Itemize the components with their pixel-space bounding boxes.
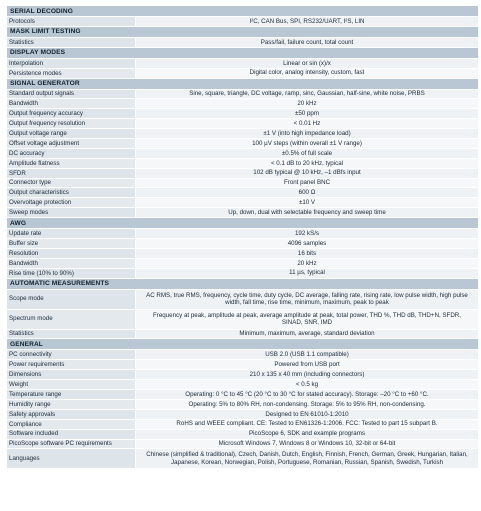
spec-value: Operating: 0 °C to 45 °C (20 °C to 30 °C for stated accuracy). Storage: –20 °C to +60 °C. bbox=[136, 390, 478, 399]
spec-label: Overvoltage protection bbox=[7, 198, 136, 207]
spec-label: Output voltage range bbox=[7, 129, 136, 138]
spec-label: Rise time (10% to 90%) bbox=[7, 269, 136, 278]
spec-label: Interpolation bbox=[7, 59, 136, 68]
spec-value: 4096 samples bbox=[136, 239, 478, 248]
spec-row bbox=[7, 420, 478, 430]
spec-label: Resolution bbox=[7, 249, 136, 258]
spec-row bbox=[7, 330, 478, 340]
spec-label: Output characteristics bbox=[7, 188, 136, 197]
section-header: AUTOMATIC MEASUREMENTS bbox=[7, 279, 478, 290]
spec-label: Persistence modes bbox=[7, 69, 136, 78]
section-header: AWG bbox=[7, 218, 478, 229]
spec-value: 192 kS/s bbox=[136, 229, 478, 238]
spec-label: Dimensions bbox=[7, 370, 136, 379]
spec-value: Pass/fail, failure count, total count bbox=[136, 38, 478, 47]
spec-value: < 0.5 kg bbox=[136, 380, 478, 389]
spec-value: PicoScope 6, SDK and example programs bbox=[136, 430, 478, 439]
spec-value: I²C, CAN Bus, SPI, RS232/UART, I²S, LIN bbox=[136, 17, 478, 26]
spec-label: Connector type bbox=[7, 179, 136, 188]
spec-label: PicoScope software PC requirements bbox=[7, 440, 136, 449]
spec-label: DC accuracy bbox=[7, 149, 136, 158]
spec-label: Output frequency accuracy bbox=[7, 109, 136, 118]
spec-label: Software included bbox=[7, 430, 136, 439]
spec-value: Front panel BNC bbox=[136, 179, 478, 188]
spec-label: Output frequency resolution bbox=[7, 119, 136, 128]
spec-value: Designed to EN 61010-1:2010 bbox=[136, 410, 478, 419]
spec-value: 100 µV steps (within overall ±1 V range) bbox=[136, 139, 478, 148]
spec-label: Safety approvals bbox=[7, 410, 136, 419]
spec-label: Bandwidth bbox=[7, 99, 136, 108]
spec-value: Microsoft Windows 7, Windows 8 or Windows 10, 32-bit or 64-bit bbox=[136, 440, 478, 449]
spec-value: 20 kHz bbox=[136, 99, 478, 108]
section-header: MASK LIMIT TESTING bbox=[7, 27, 478, 38]
spec-value: < 0.1 dB to 20 kHz, typical bbox=[136, 159, 478, 168]
spec-value: Chinese (simplified & traditional), Czech, Danish, Dutch, English, Finnish, French, German, Greek, Hungarian, Italian, Japanese, Korean, Norwegian, Polish, Portuguese, Romanian, Russian, Spanish, Swedish, Turkish bbox=[136, 449, 478, 468]
spec-row bbox=[7, 269, 478, 279]
spec-row bbox=[7, 169, 478, 179]
spec-value: < 0.01 Hz bbox=[136, 119, 478, 128]
spec-row bbox=[7, 109, 478, 119]
spec-label: Statistics bbox=[7, 38, 136, 47]
section-header: GENERAL bbox=[7, 339, 478, 350]
section-header: SERIAL DECODING bbox=[7, 6, 478, 17]
spec-row bbox=[7, 129, 478, 139]
spec-value: Powered from USB port bbox=[136, 360, 478, 369]
spec-row bbox=[7, 179, 478, 189]
spec-row bbox=[7, 188, 478, 198]
spec-row bbox=[7, 249, 478, 259]
spec-label: Buffer size bbox=[7, 239, 136, 248]
spec-value: Frequency at peak, amplitude at peak, average amplitude at peak, total power, THD %, THD dB, THD+N, SFDR, SINAD, SNR, IMD bbox=[136, 310, 478, 329]
spec-row bbox=[7, 159, 478, 169]
spec-label: Temperature range bbox=[7, 390, 136, 399]
spec-row bbox=[7, 59, 478, 69]
spec-value: ±1 V (into high impedance load) bbox=[136, 129, 478, 138]
spec-label: Spectrum mode bbox=[7, 310, 136, 329]
spec-row bbox=[7, 38, 478, 48]
spec-value: RoHS and WEEE compliant. CE: Tested to EN61326-1:2006. FCC: Tested to part 15 subpart B. bbox=[136, 420, 478, 429]
spec-row bbox=[7, 350, 478, 360]
spec-value: USB 2.0 (USB 1.1 compatible) bbox=[136, 350, 478, 359]
spec-label: Compliance bbox=[7, 420, 136, 429]
spec-label: Offset voltage adjustment bbox=[7, 139, 136, 148]
spec-label: Power requirements bbox=[7, 360, 136, 369]
spec-value: Digital color, analog intensity, custom, fast bbox=[136, 69, 478, 78]
spec-value: ±10 V bbox=[136, 198, 478, 207]
spec-row bbox=[7, 360, 478, 370]
spec-row bbox=[7, 310, 478, 330]
spec-row bbox=[7, 17, 478, 27]
spec-label: Sweep modes bbox=[7, 208, 136, 217]
spec-row bbox=[7, 69, 478, 79]
spec-label: Statistics bbox=[7, 330, 136, 339]
spec-row bbox=[7, 149, 478, 159]
spec-row bbox=[7, 380, 478, 390]
spec-value: 20 kHz bbox=[136, 259, 478, 268]
spec-value: ±50 ppm bbox=[136, 109, 478, 118]
spec-label: Standard output signals bbox=[7, 90, 136, 99]
spec-row bbox=[7, 119, 478, 129]
spec-label: Bandwidth bbox=[7, 259, 136, 268]
spec-row bbox=[7, 449, 478, 469]
spec-value: Sine, square, triangle, DC voltage, ramp, sinc, Gaussian, half-sine, white noise, PRBS bbox=[136, 90, 478, 99]
spec-value: Linear or sin (x)/x bbox=[136, 59, 478, 68]
spec-row bbox=[7, 400, 478, 410]
spec-label: Humidity range bbox=[7, 400, 136, 409]
section-header: SIGNAL GENERATOR bbox=[7, 79, 478, 90]
spec-row bbox=[7, 440, 478, 450]
spec-row bbox=[7, 239, 478, 249]
spec-value: 102 dB typical @ 10 kHz, –1 dBfs input bbox=[136, 169, 478, 178]
spec-row bbox=[7, 410, 478, 420]
spec-label: Scope mode bbox=[7, 290, 136, 309]
spec-row bbox=[7, 370, 478, 380]
spec-value: 16 bits bbox=[136, 249, 478, 258]
spec-value: Operating: 5% to 80% RH, non-condensing. Storage: 5% to 95% RH, non-condensing. bbox=[136, 400, 478, 409]
spec-label: PC connectivity bbox=[7, 350, 136, 359]
spec-row bbox=[7, 139, 478, 149]
spec-label: Protocols bbox=[7, 17, 136, 26]
spec-label: Update rate bbox=[7, 229, 136, 238]
spec-label: SFDR bbox=[7, 169, 136, 178]
spec-row bbox=[7, 229, 478, 239]
spec-row bbox=[7, 290, 478, 310]
spec-value: AC RMS, true RMS, frequency, cycle time, duty cycle, DC average, falling rate, rising rate, low pulse width, high pulse width, fall time, rise time, minimum, maximum, peak to peak bbox=[136, 290, 478, 309]
section-header: DISPLAY MODES bbox=[7, 48, 478, 59]
spec-table bbox=[7, 6, 478, 469]
spec-label: Weight bbox=[7, 380, 136, 389]
spec-label: Amplitude flatness bbox=[7, 159, 136, 168]
spec-value: ±0.5% of full scale bbox=[136, 149, 478, 158]
spec-row bbox=[7, 430, 478, 440]
spec-value: 11 µs, typical bbox=[136, 269, 478, 278]
spec-value: Minimum, maximum, average, standard deviation bbox=[136, 330, 478, 339]
spec-row bbox=[7, 99, 478, 109]
spec-value: Up, down, dual with selectable frequency and sweep time bbox=[136, 208, 478, 217]
spec-label: Languages bbox=[7, 449, 136, 468]
spec-row bbox=[7, 259, 478, 269]
spec-row bbox=[7, 198, 478, 208]
spec-value: 210 x 135 x 40 mm (including connectors) bbox=[136, 370, 478, 379]
spec-value: 600 Ω bbox=[136, 188, 478, 197]
spec-row bbox=[7, 390, 478, 400]
spec-row bbox=[7, 90, 478, 100]
spec-row bbox=[7, 208, 478, 218]
